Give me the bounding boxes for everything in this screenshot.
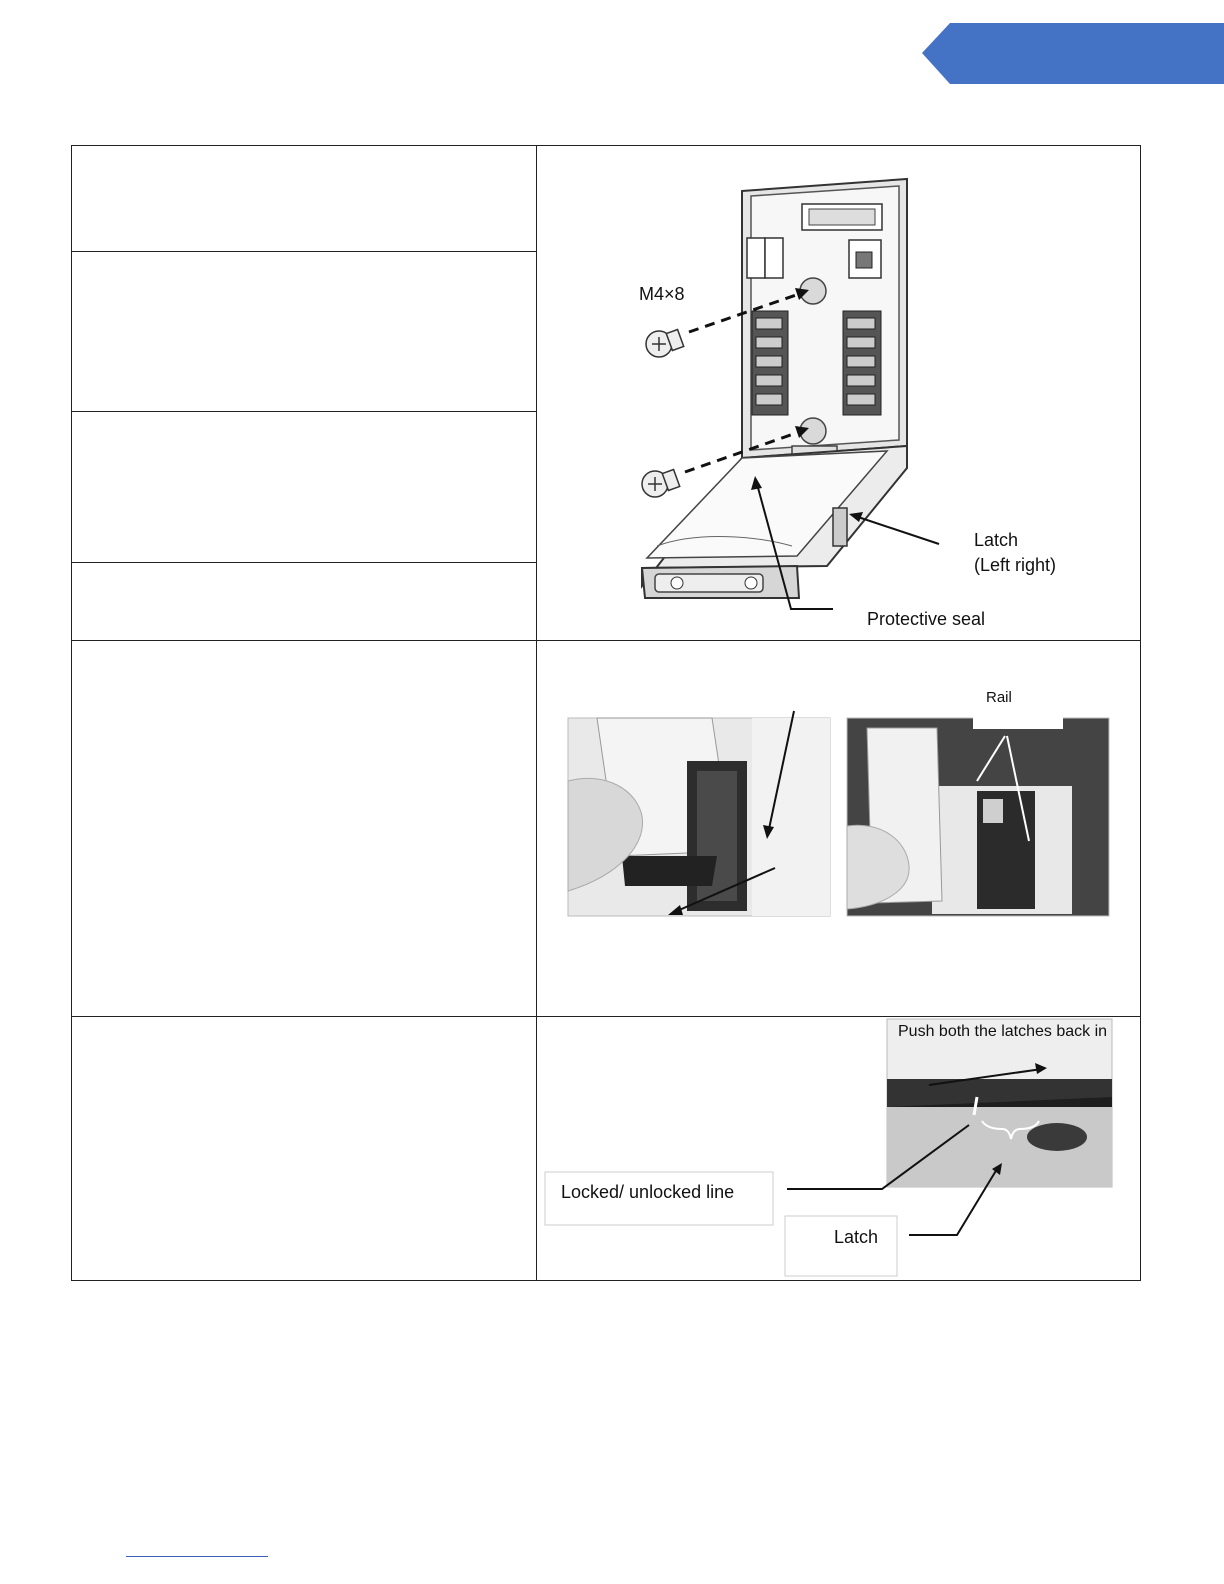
photo-right: [847, 718, 1109, 916]
footer-link-underline[interactable]: [126, 1556, 268, 1557]
screw-icon: [646, 329, 684, 357]
latch-label: Latch: [974, 530, 1019, 550]
locked-unlocked-line-label: Locked/ unlocked line: [561, 1182, 735, 1202]
protective-seal-label: Protective seal: [867, 609, 986, 629]
latch-label-detail: (Left right): [974, 555, 1057, 575]
figure-cell-installation: [537, 146, 1141, 641]
terminal-block-right: [843, 311, 881, 415]
terminal-block-left: [752, 311, 788, 415]
rail-label: Rail: [986, 689, 1012, 706]
cover-attach-photos: [537, 641, 1141, 1016]
photo-left: [568, 718, 830, 916]
screw-icon: [642, 469, 680, 497]
figure-cell-latch: [537, 1017, 1141, 1281]
instruction-table: [71, 145, 1141, 1281]
step-text-cell-4: [72, 563, 537, 641]
section-tab: [922, 23, 1224, 84]
step-text-cell-5: [72, 641, 537, 1017]
step-text-cell-6: [72, 1017, 537, 1281]
step-text-cell-1: [72, 146, 537, 252]
figure-cell-rail: [537, 641, 1141, 1017]
screw-size-label: M4×8: [639, 284, 685, 304]
step-text-cell-2: [72, 252, 537, 412]
push-latches-label: Push both the latches back in: [898, 1023, 1108, 1040]
step-text-cell-3: [72, 412, 537, 563]
latch-callout-label: Latch: [834, 1227, 879, 1247]
